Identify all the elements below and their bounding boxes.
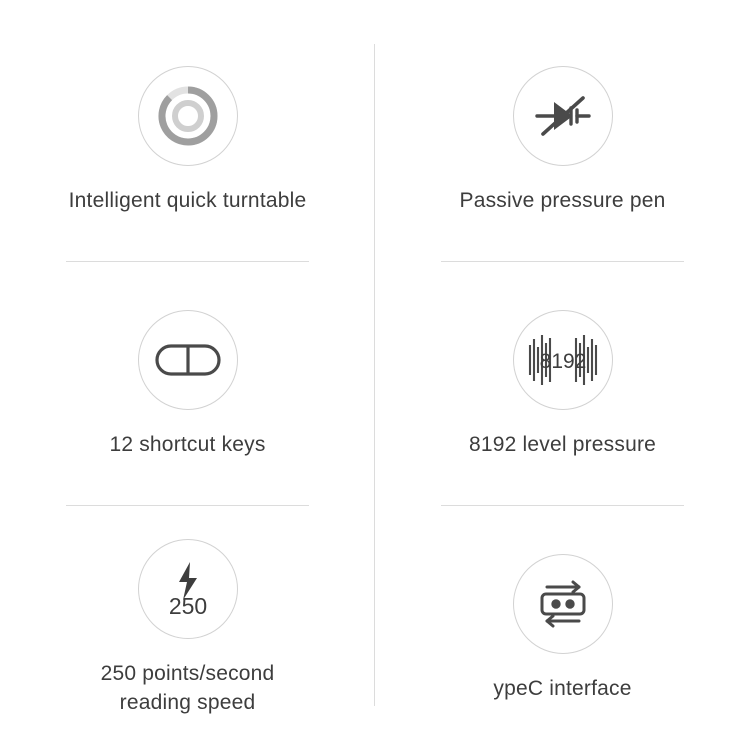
feature-label: 8192 level pressure	[468, 432, 657, 456]
pressure-value: 8192	[539, 349, 586, 373]
feature-label-line1: 250 points/second	[100, 662, 275, 685]
feature-label: Passive pressure pen	[459, 188, 666, 212]
feature-label: Intelligent quick turntable	[68, 188, 307, 212]
pressure-levels-icon	[513, 310, 613, 410]
feature-label: 12 shortcut keys	[109, 432, 266, 456]
two-keys-capsule-icon	[138, 310, 238, 410]
feature-cell-passive-pen	[375, 18, 750, 262]
feature-cell-pressure-levels	[375, 262, 750, 506]
spinner-refresh-icon	[138, 66, 238, 166]
feature-cell-turntable	[0, 18, 375, 262]
feature-label: ypeC interface	[493, 676, 632, 700]
speed-value: 250	[168, 593, 207, 619]
feature-cell-shortcut-keys	[0, 262, 375, 506]
feature-cell-reading-speed	[0, 506, 375, 750]
speed-bolt-icon	[138, 539, 238, 639]
typec-data-transfer-icon	[513, 554, 613, 654]
feature-cell-typec-interface	[375, 506, 750, 750]
wireless-plug-crossed-icon	[513, 66, 613, 166]
feature-label-line2: reading speed	[119, 691, 256, 714]
feature-label	[101, 659, 275, 717]
